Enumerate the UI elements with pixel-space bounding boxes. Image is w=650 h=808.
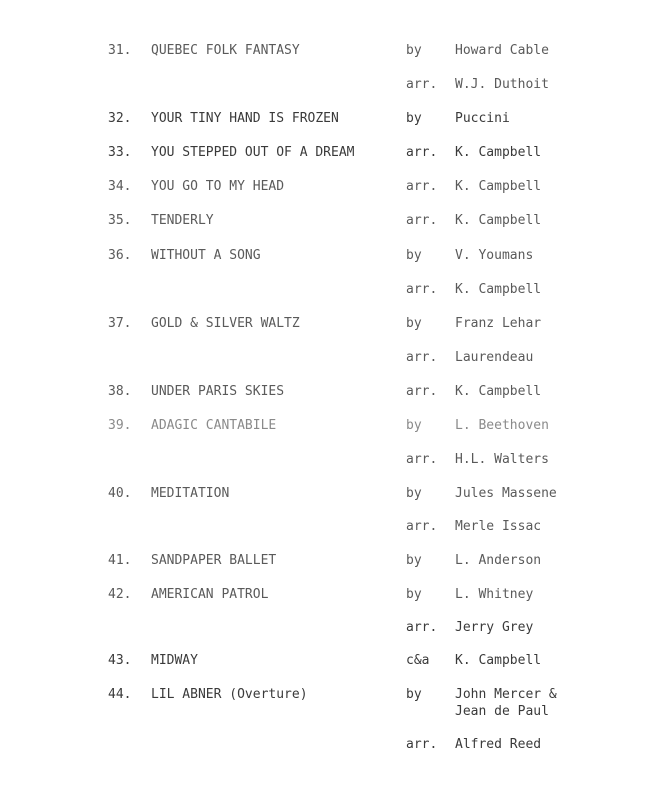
- program-entry-row: [0, 349, 650, 379]
- entry-number: 37.: [108, 316, 132, 331]
- credit-role: by: [406, 316, 422, 331]
- credit-name: [455, 110, 510, 127]
- credit-name-line: Laurendeau: [455, 350, 534, 365]
- credit-name-line: Howard Cable: [455, 43, 549, 58]
- credit-name: [455, 652, 541, 669]
- credit-role: arr.: [406, 519, 438, 534]
- credit-name: [455, 42, 549, 59]
- credit-name: [455, 247, 533, 264]
- entry-number: 39.: [108, 418, 132, 433]
- program-entry-row: [0, 383, 650, 413]
- credit-role: arr.: [406, 350, 438, 365]
- piece-title: UNDER PARIS SKIES: [151, 384, 285, 399]
- program-entry-row: [0, 619, 650, 649]
- credit-name-line: Merle Issac: [455, 519, 542, 534]
- program-entry-row: [0, 586, 650, 616]
- piece-title: AMERICAN PATROL: [151, 587, 269, 602]
- program-entry-row: [0, 315, 650, 345]
- credit-name: [455, 552, 541, 569]
- credit-role: by: [406, 111, 422, 126]
- credit-name: [455, 619, 533, 636]
- credit-role: arr.: [406, 452, 438, 467]
- credit-name: [455, 417, 549, 434]
- program-entry-row: [0, 485, 650, 515]
- credit-role: arr.: [406, 179, 438, 194]
- credit-name: [455, 178, 541, 195]
- entry-number: 32.: [108, 111, 132, 126]
- program-entry-row: [0, 652, 650, 682]
- credit-name-line: Jerry Grey: [455, 620, 534, 635]
- credit-name: [455, 144, 541, 161]
- credit-role: c&a: [406, 653, 430, 668]
- credit-role: by: [406, 248, 422, 263]
- credit-role: arr.: [406, 384, 438, 399]
- entry-number: 33.: [108, 145, 132, 160]
- credit-name-line: K. Campbell: [455, 213, 542, 228]
- credit-role: arr.: [406, 145, 438, 160]
- entry-number: 38.: [108, 384, 132, 399]
- program-entry-row: [0, 110, 650, 140]
- program-entry-row: [0, 144, 650, 174]
- entry-number: 40.: [108, 486, 132, 501]
- piece-title: TENDERLY: [151, 213, 214, 228]
- program-entry-row: [0, 451, 650, 481]
- credit-name: [455, 383, 541, 400]
- credit-name-line: L. Whitney: [455, 587, 534, 602]
- credit-name-line: Puccini: [455, 111, 510, 126]
- credit-name-line: Jean de Paul: [455, 704, 549, 719]
- program-entry-row: [0, 178, 650, 208]
- program-entry-row: [0, 552, 650, 582]
- piece-title: LIL ABNER (Overture): [151, 687, 308, 702]
- credit-name-line: Jules Massene: [455, 486, 557, 501]
- credit-name-line: H.L. Walters: [455, 452, 549, 467]
- piece-title: WITHOUT A SONG: [151, 248, 261, 263]
- credit-name-line: K. Campbell: [455, 653, 542, 668]
- piece-title: SANDPAPER BALLET: [151, 553, 277, 568]
- credit-name-line: Alfred Reed: [455, 737, 542, 752]
- entry-number: 41.: [108, 553, 132, 568]
- credit-name-line: K. Campbell: [455, 384, 542, 399]
- program-entry-row: [0, 247, 650, 277]
- credit-name-line: L. Anderson: [455, 553, 542, 568]
- credit-role: arr.: [406, 77, 438, 92]
- program-entry-row: [0, 518, 650, 548]
- credit-name: [455, 281, 541, 298]
- credit-role: arr.: [406, 737, 438, 752]
- entry-number: 34.: [108, 179, 132, 194]
- piece-title: QUEBEC FOLK FANTASY: [151, 43, 300, 58]
- credit-name: [455, 485, 557, 502]
- credit-role: by: [406, 43, 422, 58]
- piece-title: YOU STEPPED OUT OF A DREAM: [151, 145, 355, 160]
- credit-name: [455, 212, 541, 229]
- credit-role: by: [406, 587, 422, 602]
- credit-name: [455, 586, 533, 603]
- piece-title: GOLD & SILVER WALTZ: [151, 316, 300, 331]
- entry-number: 43.: [108, 653, 132, 668]
- program-entry-row: [0, 42, 650, 72]
- entry-number: 42.: [108, 587, 132, 602]
- entry-number: 44.: [108, 687, 132, 702]
- credit-name: [455, 349, 533, 366]
- credit-name: [455, 518, 541, 535]
- credit-role: arr.: [406, 620, 438, 635]
- credit-name-line: L. Beethoven: [455, 418, 549, 433]
- program-entry-row: [0, 281, 650, 311]
- credit-role: arr.: [406, 213, 438, 228]
- credit-name: [455, 76, 549, 93]
- program-entry-row: [0, 736, 650, 766]
- piece-title: MEDITATION: [151, 486, 230, 501]
- credit-name: [455, 451, 549, 468]
- credit-name-line: V. Youmans: [455, 248, 534, 263]
- credit-role: by: [406, 553, 422, 568]
- entry-number: 36.: [108, 248, 132, 263]
- program-entry-row: [0, 212, 650, 242]
- program-entry-row: [0, 76, 650, 106]
- credit-role: by: [406, 418, 422, 433]
- credit-name: [455, 315, 541, 332]
- credit-name-line: K. Campbell: [455, 179, 542, 194]
- credit-role: by: [406, 687, 422, 702]
- entry-number: 35.: [108, 213, 132, 228]
- piece-title: YOUR TINY HAND IS FROZEN: [151, 111, 339, 126]
- program-entry-row: [0, 417, 650, 447]
- piece-title: MIDWAY: [151, 653, 198, 668]
- entry-number: 31.: [108, 43, 132, 58]
- credit-role: arr.: [406, 282, 438, 297]
- credit-name: [455, 736, 541, 753]
- credit-name-line: Franz Lehar: [455, 316, 542, 331]
- credit-name: [455, 686, 557, 720]
- credit-name-line: K. Campbell: [455, 145, 542, 160]
- credit-name-line: K. Campbell: [455, 282, 542, 297]
- piece-title: ADAGIC CANTABILE: [151, 418, 277, 433]
- program-entry-row: [0, 686, 650, 719]
- credit-name-line: W.J. Duthoit: [455, 77, 549, 92]
- piece-title: YOU GO TO MY HEAD: [151, 179, 285, 194]
- credit-name-line: John Mercer &: [455, 687, 557, 702]
- credit-role: by: [406, 486, 422, 501]
